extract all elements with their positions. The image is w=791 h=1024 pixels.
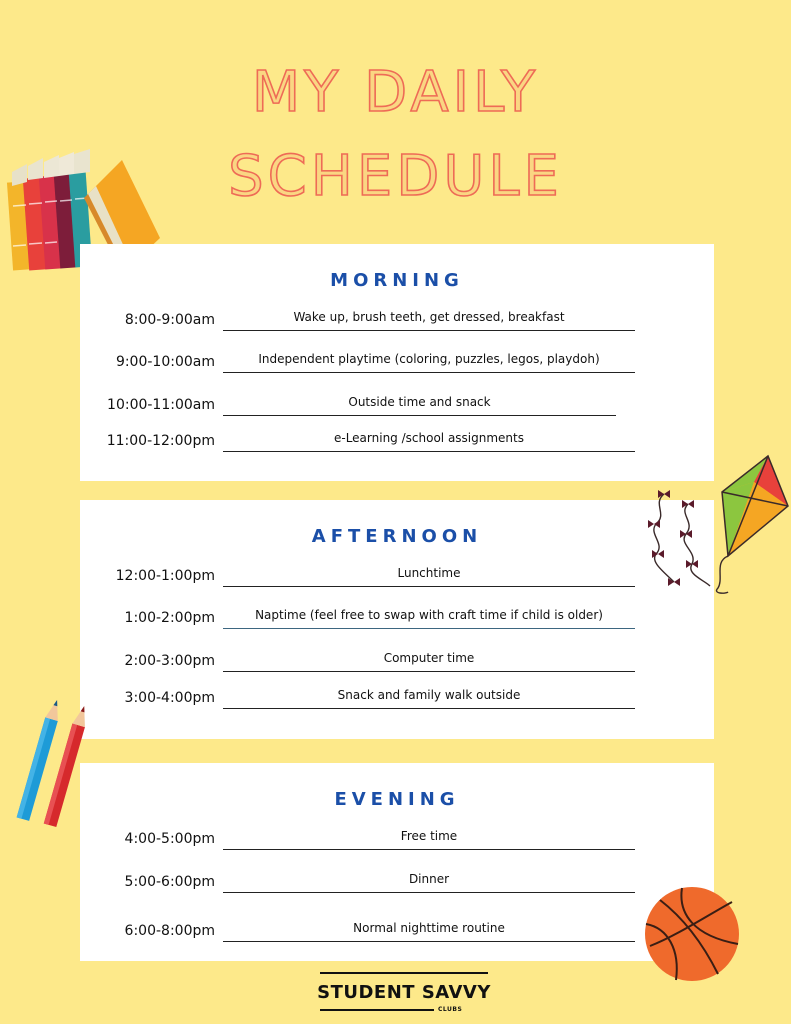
time-label: 9:00-10:00am [115,354,215,370]
kite-illustration [644,452,790,598]
schedule-row [80,688,714,712]
activity-text: Free time [400,829,458,843]
underline [223,849,635,850]
activity-text: e-Learning /school assignments [333,431,524,445]
time-label: 8:00-9:00am [124,312,215,328]
student-savvy-logo [312,972,496,1016]
page-title-line2: SCHEDULE [228,144,563,209]
basketball-illustration [642,884,742,984]
time-label: 10:00-11:00am [107,397,215,413]
activity-text: Independent playtime (coloring, puzzles, legos, playdoh) [258,352,600,366]
schedule-row [80,395,714,419]
logo-top-rule [320,972,488,974]
time-label: 1:00-2:00pm [124,610,215,626]
logo-sub: CLUBS [438,1006,463,1013]
time-label: 12:00-1:00pm [115,568,215,584]
underline [223,941,635,942]
pencils-illustration [8,696,98,840]
underline [223,451,635,452]
schedule-row [80,872,714,896]
time-label: 5:00-6:00pm [124,874,215,890]
time-label: 4:00-5:00pm [124,831,215,847]
activity-text: Naptime (feel free to swap with craft time if child is older) [255,608,603,622]
schedule-row [80,921,714,945]
underline [223,708,635,709]
time-label: 3:00-4:00pm [124,690,215,706]
activity-text: Snack and family walk outside [337,688,521,702]
activity-text: Lunchtime [397,566,461,580]
activity-text: Wake up, brush teeth, get dressed, breakfast [293,310,565,324]
logo-bottom-rule [320,1009,434,1011]
schedule-row [80,431,714,455]
schedule-row [80,310,714,334]
underline [223,415,616,416]
underline [223,671,635,672]
underline [223,628,635,629]
time-label: 6:00-8:00pm [124,923,215,939]
time-label: 11:00-12:00pm [106,433,215,449]
underline [223,330,635,331]
underline [223,892,635,893]
page-title-line1: MY DAILY [251,60,540,125]
activity-text: Dinner [408,872,450,886]
afternoon-title: AFTERNOON [311,526,483,547]
evening-card [80,763,714,961]
time-label: 2:00-3:00pm [124,653,215,669]
afternoon-card [80,500,714,739]
underline [223,372,635,373]
schedule-row [80,608,714,632]
activity-text: Outside time and snack [348,395,491,409]
schedule-row [80,829,714,853]
logo-name: STUDENT SAVVY [317,982,491,1003]
activity-text: Computer time [383,651,475,665]
morning-title: MORNING [330,270,464,291]
schedule-row [80,352,714,376]
morning-card [80,244,714,481]
schedule-row [80,566,714,590]
activity-text: Normal nighttime routine [353,921,505,935]
underline [223,586,635,587]
evening-title: EVENING [334,789,460,810]
schedule-row [80,651,714,675]
